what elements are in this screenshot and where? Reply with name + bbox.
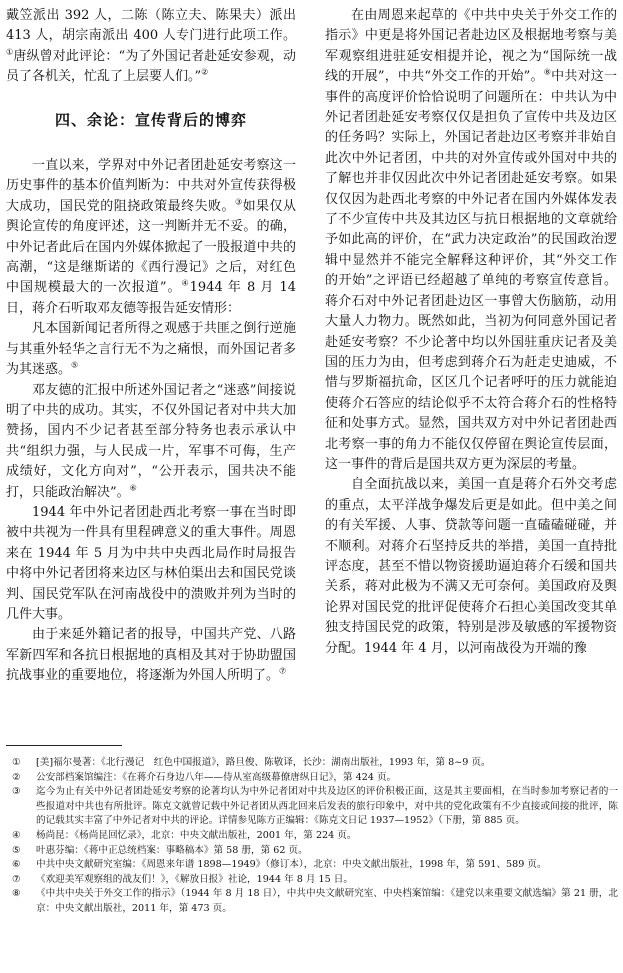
text: 由于来延外籍记者的报导，中国共产党、八路军新四军和各抗日根据地的真相及其对于协助盟国抗战事业的重要地位，将逐渐为外国人所明了。 [6, 627, 296, 684]
block-quote [6, 319, 296, 380]
paragraph: 1944 年中外记者团赴西北考察一事在当时即被中共视为一件具有里程碑意义的重大事件。周恩来在 1944 年 5 月为中共中央西北局作时局报告中将中外记者团将来边区与林伯渠出去和国民党谈判、国民党军队在河南战役中的溃败并列为当时的几件大事。 [6, 504, 296, 622]
text: 凡本国新闻记者所得之观感于共匪之倒行逆施与其重外轻华之言行无不为之痛恨，而外国记者多为其迷惑。 [6, 321, 296, 378]
footnote-number: ④ [12, 829, 21, 841]
footnote-text: 中共中央文献研究室编：《周恩来年谱 1898—1949》（修订本），北京：中央文献出版社，1998 年，第 591、589 页。 [36, 859, 547, 871]
footnote-ref[interactable]: ⑧ [543, 67, 552, 77]
footnote-number: ⑦ [12, 873, 21, 885]
block-quote [6, 625, 296, 686]
footnote-number: ② [12, 771, 21, 783]
paragraph [6, 156, 296, 319]
footnote-number: ① [12, 757, 21, 768]
right-column [325, 6, 617, 659]
paragraph: 自全面抗战以来，美国一直是蒋介石外交考虑的重点，太平洋战争爆发后更是如此。但中美之间的有关军援、人事、贷款等问题一直磕磕碰碰，并不顺利。对蒋介石坚持反共的举措，美国一直持批评态度，甚至不惜以物资援助逼迫蒋介石缓和国共关系，蒋对此极为不满又无可奈何。美国政府及舆论界对国民党的批评促使蒋介石担心美国改变其单独支持国民党的政策，特别是涉及敏感的军援物资分配。1944 年 4 月，以河南战役为开端的豫 [325, 477, 617, 656]
footnote [6, 785, 618, 829]
text: 中共对这一事件的高度评价恰恰说明了问题所在：中共认为中外记者团赴延安考察仅仅是担负了宣传中共及边区的任务吗？实际上，外国记者赴边区考察并非始自此次中外记者团，中共的对外宣传或外国对中共的了解也并非仅因此次中外记者团赴延安考察。如果仅仅因为赴西北考察的中外记者在国内外媒体发表了不少宣传中共及其边区与抗日根据地的文章就给予如此高的评价，在“武力决定政治”的民国政治逻辑中显然并不能完全解释这种评价，其“外交工作的开始”之评语已经超越了单纯的考察宣传意旨。蒋介石对中外记者团赴边区一事曾大伤脑筋，动用大量人力物力。既然如此，当初为何同意外国记者赴延安考察？不少论著中均以外国驻重庆记者及美国的压力为由，但考虑到蒋介石为赶走史迪威，不惜与罗斯福抗命，区区几个记者呼吁的压力就能迫使蒋介石答应的结论似乎不太符合蒋介石的性格特征和处事方式。显然，国共双方对中外记者团赴西北考察一事的角力不能仅仅停留在舆论宣传层面，这一事件的背后是国共双方更为深层的考量。 [325, 69, 617, 472]
paragraph-continued [6, 6, 296, 88]
footnotes [6, 756, 618, 917]
footnote-text: 公安部档案馆编注：《在蒋介石身边八年——侍从室高级幕僚唐纵日记》，第 424 页。 [36, 771, 397, 783]
footnote-text: 《中共中央关于外交工作的指示》（1944 年 8 月 18 日），中共中央文献研究室、中央档案馆编：《建党以来重要文献选编》第 21 册，北京：中央文献出版社，2011 年，第 473 页。 [36, 888, 618, 914]
footnote [6, 873, 618, 888]
paragraph [325, 6, 617, 475]
footnote [6, 829, 618, 844]
text: 1944 年 8 月 14 日，蒋介石听取邓友德等报告延安情形： [6, 280, 297, 316]
section-heading: 四、余论：宣传背后的博弈 [54, 110, 247, 129]
footnote-ref[interactable]: ⑥ [129, 483, 137, 493]
footnote-text: [美]福尔曼著：《北行漫记 红色中国报道》，路旦俊、陈敬译，长沙：湖南出版社，1993 年，第 8~9 页。 [36, 757, 491, 768]
footnote-text: 《欢迎美军观察组的战友们！》，《解放日报》社论，1944 年 8 月 15 日。 [36, 873, 353, 885]
footnote-ref[interactable]: ④ [181, 279, 190, 289]
footnote-number: ⑥ [12, 859, 21, 871]
footnote [6, 756, 618, 771]
footnote-text: 杨尚昆：《杨尚昆回忆录》，北京：中央文献出版社，2001 年，第 224 页。 [36, 829, 357, 841]
footnote-ref[interactable]: ⑦ [279, 666, 287, 676]
text: 在由周恩来起草的《中共中央关于外交工作的指示》中更是将外国记者赴边区及根据地考察与美军观察组进驻延安相提并论，视之为“国际统一战线的开展”，中共“外交工作的开始”。 [325, 8, 617, 85]
footnote-text: 叶惠芬编：《蒋中正总统档案：事略稿本》第 58 册，第 62 页。 [36, 844, 308, 856]
footnote [6, 844, 618, 859]
footnote-number: ⑤ [12, 844, 21, 856]
footnote [6, 858, 618, 873]
footnote-ref[interactable]: ⑤ [71, 360, 79, 370]
footnote-ref[interactable]: ③ [234, 197, 243, 207]
footnote [6, 771, 618, 786]
footnote-divider [6, 745, 122, 746]
footnote-ref[interactable]: ② [201, 67, 209, 77]
footnote-ref[interactable]: ① [6, 47, 14, 57]
footnote-number: ⑧ [12, 888, 21, 900]
text: 戴笠派出 392 人，二陈（陈立夫、陈果夫）派出 413 人，胡宗南派出 400 人专门进行此项工作。 [6, 8, 296, 44]
text: 唐纵曾对此评论：“为了外国记者赴延安参观，动员了各机关，忙乱了上层要人们。” [6, 48, 297, 85]
footnote-text: 迄今为止有关中外记者团赴延安考察的论著均认为中外记者团对中共及边区的评价积极正面，这是其主要面相，在当时参加考察记者的一些报道对中共也有所批评。陈克文就曾记载中外记者团从西北回来后发表的旅行印象中，对中共的党化政策有不少直接或间接的批评，陈的记载其实丰富了中外记者对中共的评论。详情参见陈方正编辑：《陈克文日记 1937—1952》（下册，第 885 页。 [36, 786, 618, 827]
left-column [6, 6, 296, 687]
text: 如果仅从舆论宣传的角度评述，这一判断并无不妥。的确，中外记者此后在国内外媒体掀起了一股报道中共的高潮，“这是继斯诺的《西行漫记》之后，对红色中国规模最大的一次报道”。 [6, 198, 296, 296]
text: 一直以来，学界对中外记者团赴延安考察这一历史事件的基本价值判断为：中共对外宣传获得极大成功，国民党的阻挠政策最终失败。 [6, 158, 296, 214]
footnote [6, 887, 618, 916]
text: 邓友德的汇报中所述外国记者之“迷惑”间接说明了中共的成功。其实，不仅外国记者对中共大加赞扬，国内不少记者甚至部分特务也表示承认中共“组织力强，与人民成一片，军事不可侮，生产成绩好，文化方向对”，“公开表示，国共决不能打，只能政治解决”。 [6, 382, 296, 500]
footnote-number: ③ [12, 786, 21, 798]
paragraph [6, 381, 296, 503]
